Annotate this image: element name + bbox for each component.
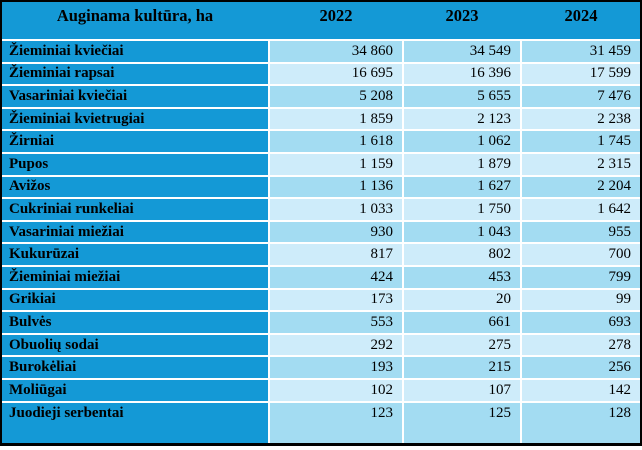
value-2022-cell: 1 136 <box>270 177 402 198</box>
table-row <box>2 109 640 130</box>
value-2024-cell: 17 599 <box>522 64 640 85</box>
table-header-row <box>2 2 640 39</box>
value-2024-cell: 128 <box>522 403 640 443</box>
table-row <box>2 177 640 198</box>
crop-name-cell: Avižos <box>2 177 268 198</box>
table-row <box>2 290 640 311</box>
crop-name-cell: Moliūgai <box>2 380 268 401</box>
value-2022-cell: 424 <box>270 267 402 288</box>
value-2022-cell: 193 <box>270 357 402 378</box>
value-2022-cell: 817 <box>270 244 402 265</box>
table-row <box>2 199 640 220</box>
value-2023-cell: 661 <box>404 312 520 333</box>
value-2023-cell: 107 <box>404 380 520 401</box>
value-2024-cell: 142 <box>522 380 640 401</box>
crop-name-cell: Žieminiai miežiai <box>2 267 268 288</box>
value-2022-cell: 173 <box>270 290 402 311</box>
table-row <box>2 380 640 401</box>
crop-name-cell: Žieminiai rapsai <box>2 64 268 85</box>
value-2024-cell: 99 <box>522 290 640 311</box>
crop-name-cell: Žieminiai kviečiai <box>2 41 268 62</box>
crop-name-cell: Bulvės <box>2 312 268 333</box>
value-2024-cell: 693 <box>522 312 640 333</box>
table-row <box>2 131 640 152</box>
value-2023-cell: 802 <box>404 244 520 265</box>
value-2024-cell: 1 745 <box>522 131 640 152</box>
value-2023-cell: 215 <box>404 357 520 378</box>
value-2023-cell: 1 750 <box>404 199 520 220</box>
value-2022-cell: 553 <box>270 312 402 333</box>
value-2024-cell: 2 238 <box>522 109 640 130</box>
table-row <box>2 86 640 107</box>
value-2024-cell: 31 459 <box>522 41 640 62</box>
value-2024-cell: 955 <box>522 222 640 243</box>
value-2024-cell: 1 642 <box>522 199 640 220</box>
value-2022-cell: 930 <box>270 222 402 243</box>
table-row <box>2 403 640 443</box>
value-2024-cell: 278 <box>522 335 640 356</box>
value-2024-cell: 7 476 <box>522 86 640 107</box>
value-2023-cell: 20 <box>404 290 520 311</box>
value-2023-cell: 5 655 <box>404 86 520 107</box>
header-year-2023: 2023 <box>404 2 520 39</box>
value-2022-cell: 1 618 <box>270 131 402 152</box>
crop-name-cell: Juodieji serbentai <box>2 403 268 443</box>
header-crop-column: Auginama kultūra, ha <box>2 2 268 39</box>
value-2022-cell: 1 859 <box>270 109 402 130</box>
crop-name-cell: Pupos <box>2 154 268 175</box>
table-row <box>2 267 640 288</box>
header-year-2022: 2022 <box>270 2 402 39</box>
value-2022-cell: 5 208 <box>270 86 402 107</box>
table-body <box>2 41 640 443</box>
crop-name-cell: Burokėliai <box>2 357 268 378</box>
value-2022-cell: 1 033 <box>270 199 402 220</box>
value-2023-cell: 1 879 <box>404 154 520 175</box>
value-2023-cell: 125 <box>404 403 520 443</box>
value-2022-cell: 34 860 <box>270 41 402 62</box>
table-row <box>2 154 640 175</box>
value-2024-cell: 256 <box>522 357 640 378</box>
value-2022-cell: 16 695 <box>270 64 402 85</box>
value-2023-cell: 1 062 <box>404 131 520 152</box>
crop-name-cell: Grikiai <box>2 290 268 311</box>
crop-name-cell: Vasariniai kviečiai <box>2 86 268 107</box>
value-2024-cell: 2 315 <box>522 154 640 175</box>
crop-name-cell: Cukriniai runkeliai <box>2 199 268 220</box>
value-2024-cell: 799 <box>522 267 640 288</box>
value-2023-cell: 275 <box>404 335 520 356</box>
value-2022-cell: 292 <box>270 335 402 356</box>
value-2023-cell: 2 123 <box>404 109 520 130</box>
value-2022-cell: 123 <box>270 403 402 443</box>
table-row <box>2 41 640 62</box>
crop-name-cell: Vasariniai miežiai <box>2 222 268 243</box>
value-2023-cell: 34 549 <box>404 41 520 62</box>
value-2023-cell: 16 396 <box>404 64 520 85</box>
value-2023-cell: 1 043 <box>404 222 520 243</box>
value-2023-cell: 1 627 <box>404 177 520 198</box>
value-2022-cell: 1 159 <box>270 154 402 175</box>
table-row <box>2 64 640 85</box>
crop-name-cell: Žirniai <box>2 131 268 152</box>
value-2024-cell: 2 204 <box>522 177 640 198</box>
value-2022-cell: 102 <box>270 380 402 401</box>
value-2023-cell: 453 <box>404 267 520 288</box>
table-row <box>2 222 640 243</box>
table-row <box>2 312 640 333</box>
table-row <box>2 335 640 356</box>
crop-name-cell: Žieminiai kvietrugiai <box>2 109 268 130</box>
header-year-2024: 2024 <box>522 2 640 39</box>
value-2024-cell: 700 <box>522 244 640 265</box>
crop-name-cell: Obuolių sodai <box>2 335 268 356</box>
table-row <box>2 244 640 265</box>
crop-name-cell: Kukurūzai <box>2 244 268 265</box>
table-row <box>2 357 640 378</box>
